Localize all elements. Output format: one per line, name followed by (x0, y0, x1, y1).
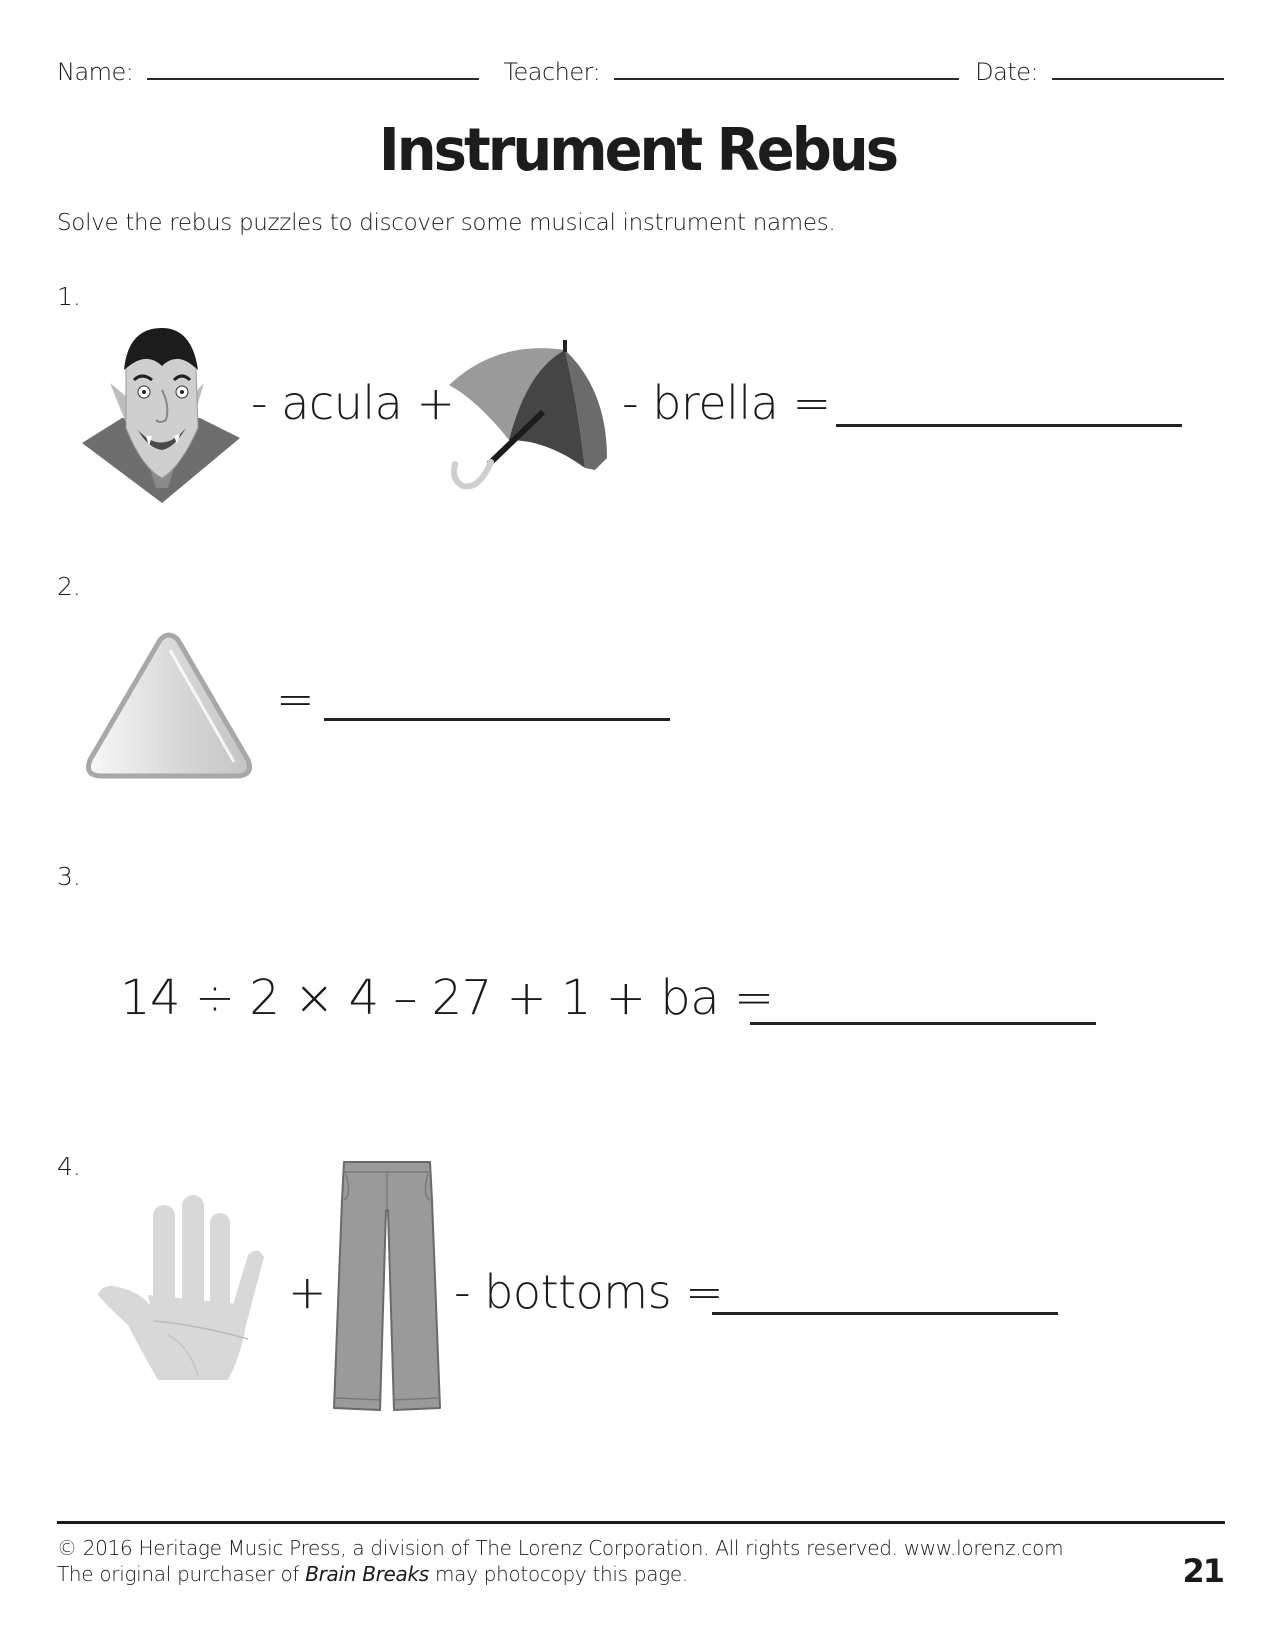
photocopy-notice (57, 1561, 1063, 1587)
dracula-icon (82, 328, 242, 503)
book-title: Brain Breaks (305, 1562, 429, 1586)
page-title: Instrument Rebus (378, 116, 897, 185)
triangle-icon (84, 632, 254, 782)
puzzle-4-plus: + (288, 1265, 327, 1319)
pants-icon (332, 1160, 442, 1412)
name-input-line[interactable] (147, 78, 479, 80)
footer-divider (57, 1521, 1225, 1524)
date-label: Date: (975, 58, 1039, 86)
student-info-header (57, 52, 1225, 86)
date-field[interactable] (975, 58, 1224, 86)
puzzle-1-answer-line[interactable] (836, 424, 1182, 427)
puzzle-4-answer-line[interactable] (712, 1312, 1058, 1315)
teacher-input-line[interactable] (614, 78, 959, 80)
puzzle-2-equals: = (276, 672, 315, 726)
photocopy-suffix: may photocopy this page. (428, 1562, 688, 1586)
puzzle-4-number: 4. (57, 1152, 81, 1181)
teacher-label: Teacher: (503, 58, 601, 86)
umbrella-icon (447, 340, 609, 492)
name-label: Name: (57, 58, 134, 86)
puzzle-4-text-bottoms: - bottoms = (454, 1265, 724, 1319)
copyright-line: © 2016 Heritage Music Press, a division of The Lorenz Corporation. All rights reserved. www.lorenz.com (57, 1536, 1064, 1560)
date-input-line[interactable] (1052, 78, 1224, 80)
puzzle-2-number: 2. (57, 572, 81, 601)
instructions: Solve the rebus puzzles to discover some musical instrument names. (57, 210, 836, 236)
puzzle-1-number: 1. (57, 282, 81, 311)
puzzle-3-equation: 14 ÷ 2 × 4 – 27 + 1 + ba = (120, 970, 774, 1026)
puzzle-1-text-acula: - acula + (251, 376, 455, 430)
name-field[interactable] (57, 58, 479, 86)
page-number: 21 (1182, 1552, 1223, 1590)
puzzle-3-number: 3. (57, 862, 81, 891)
photocopy-prefix: The original purchaser of (57, 1562, 306, 1586)
puzzle-3-answer-line[interactable] (750, 1022, 1096, 1025)
footer-copyright (57, 1535, 1063, 1587)
puzzle-1-text-brella: - brella = (622, 376, 831, 430)
teacher-field[interactable] (503, 58, 959, 86)
hand-icon (98, 1195, 268, 1380)
puzzle-2-answer-line[interactable] (324, 718, 670, 721)
